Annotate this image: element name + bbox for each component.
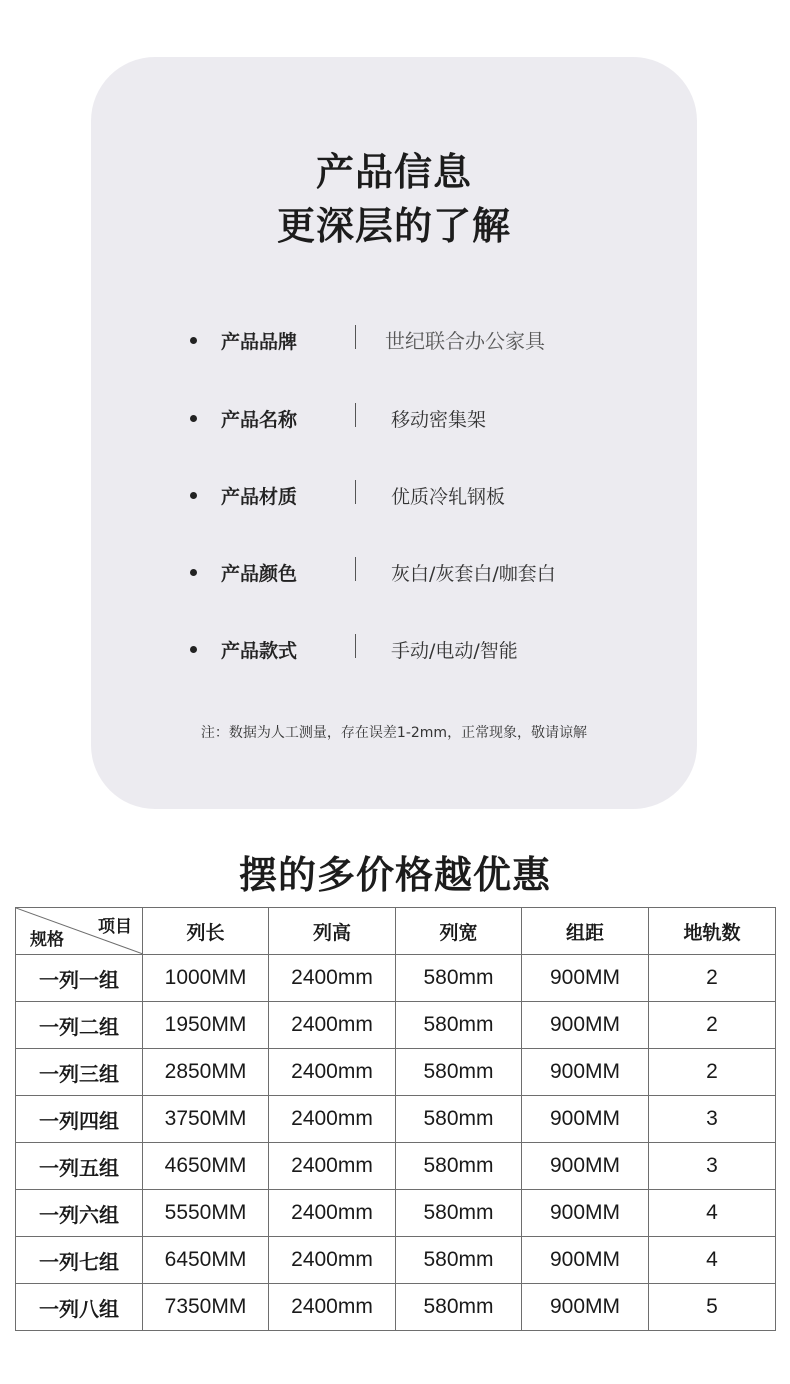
info-value: 优质冷轧钢板 [391,486,506,508]
row-name-cell: 一列七组 [16,1237,143,1284]
table-cell: 580mm [396,1049,522,1096]
info-value: 移动密集架 [391,409,487,431]
card-title-line2: 更深层的了解 [276,204,511,248]
table-cell: 2 [649,1002,776,1049]
table-cell: 2850MM [143,1049,269,1096]
row-name-cell: 一列六组 [16,1190,143,1237]
table-cell: 4 [649,1237,776,1284]
table-cell: 2400mm [269,1049,396,1096]
info-row-brand [91,323,697,363]
table-cell: 2 [649,955,776,1002]
info-row-color [91,555,697,595]
row-name-cell: 一列四组 [16,1096,143,1143]
table-cell: 2 [649,1049,776,1096]
bullet-icon [190,492,197,499]
info-label: 产品款式 [221,640,298,662]
divider [355,325,356,349]
info-label: 产品颜色 [221,563,298,585]
product-info-card [91,57,697,809]
table-cell: 2400mm [269,1284,396,1331]
table-cell: 580mm [396,1096,522,1143]
table-row [16,1096,776,1143]
row-name-cell: 一列三组 [16,1049,143,1096]
card-title-line1: 产品信息 [315,150,472,194]
price-section-title: 摆的多价格越优惠 [238,853,551,897]
table-cell: 900MM [522,1143,649,1190]
divider [355,403,356,427]
table-row [16,955,776,1002]
table-cell: 900MM [522,1002,649,1049]
table-cell: 2400mm [269,955,396,1002]
table-cell: 5 [649,1284,776,1331]
table-cell: 2400mm [269,1002,396,1049]
column-header: 列宽 [396,908,522,955]
table-cell: 580mm [396,1190,522,1237]
column-header: 列长 [143,908,269,955]
bullet-icon [190,337,197,344]
table-cell: 580mm [396,1002,522,1049]
table-header-row [16,908,776,955]
table-cell: 3750MM [143,1096,269,1143]
row-name-cell: 一列一组 [16,955,143,1002]
table-cell: 580mm [396,1237,522,1284]
divider [355,557,356,581]
info-row-name [91,401,697,441]
divider [355,480,356,504]
table-cell: 2400mm [269,1237,396,1284]
column-header: 地轨数 [649,908,776,955]
measurement-note: 注：数据为人工测量，存在误差1-2mm，正常现象，敬请谅解 [200,725,588,741]
table-cell: 580mm [396,955,522,1002]
row-name-cell: 一列二组 [16,1002,143,1049]
corner-label-item: 项目 [98,917,132,937]
table-cell: 7350MM [143,1284,269,1331]
divider [355,634,356,658]
info-row-style [91,632,697,672]
column-header: 组距 [522,908,649,955]
row-name-cell: 一列八组 [16,1284,143,1331]
table-cell: 900MM [522,1096,649,1143]
table-row [16,1190,776,1237]
bullet-icon [190,415,197,422]
bullet-icon [190,569,197,576]
info-row-material [91,478,697,518]
info-value: 手动/电动/智能 [391,640,518,662]
table-row [16,1002,776,1049]
table-cell: 1000MM [143,955,269,1002]
table-cell: 900MM [522,1049,649,1096]
table-cell: 900MM [522,1190,649,1237]
table-cell: 3 [649,1143,776,1190]
table-cell: 1950MM [143,1002,269,1049]
row-name-cell: 一列五组 [16,1143,143,1190]
info-label: 产品名称 [221,409,298,431]
spec-table [15,907,776,1331]
table-cell: 2400mm [269,1143,396,1190]
table-row [16,1049,776,1096]
table-cell: 5550MM [143,1190,269,1237]
info-value: 世纪联合办公家具 [385,329,545,353]
info-label: 产品材质 [221,486,298,508]
table-cell: 580mm [396,1143,522,1190]
bullet-icon [190,646,197,653]
table-cell: 900MM [522,1237,649,1284]
corner-header-cell [16,908,143,955]
table-cell: 2400mm [269,1190,396,1237]
table-cell: 900MM [522,955,649,1002]
info-label: 产品品牌 [221,331,298,353]
table-cell: 2400mm [269,1096,396,1143]
table-cell: 4650MM [143,1143,269,1190]
column-header: 列高 [269,908,396,955]
table-row [16,1143,776,1190]
table-row [16,1284,776,1331]
info-value: 灰白/灰套白/咖套白 [391,563,556,585]
table-cell: 900MM [522,1284,649,1331]
table-row [16,1237,776,1284]
table-cell: 3 [649,1096,776,1143]
corner-label-spec: 规格 [30,930,64,950]
table-cell: 580mm [396,1284,522,1331]
table-cell: 6450MM [143,1237,269,1284]
table-cell: 4 [649,1190,776,1237]
